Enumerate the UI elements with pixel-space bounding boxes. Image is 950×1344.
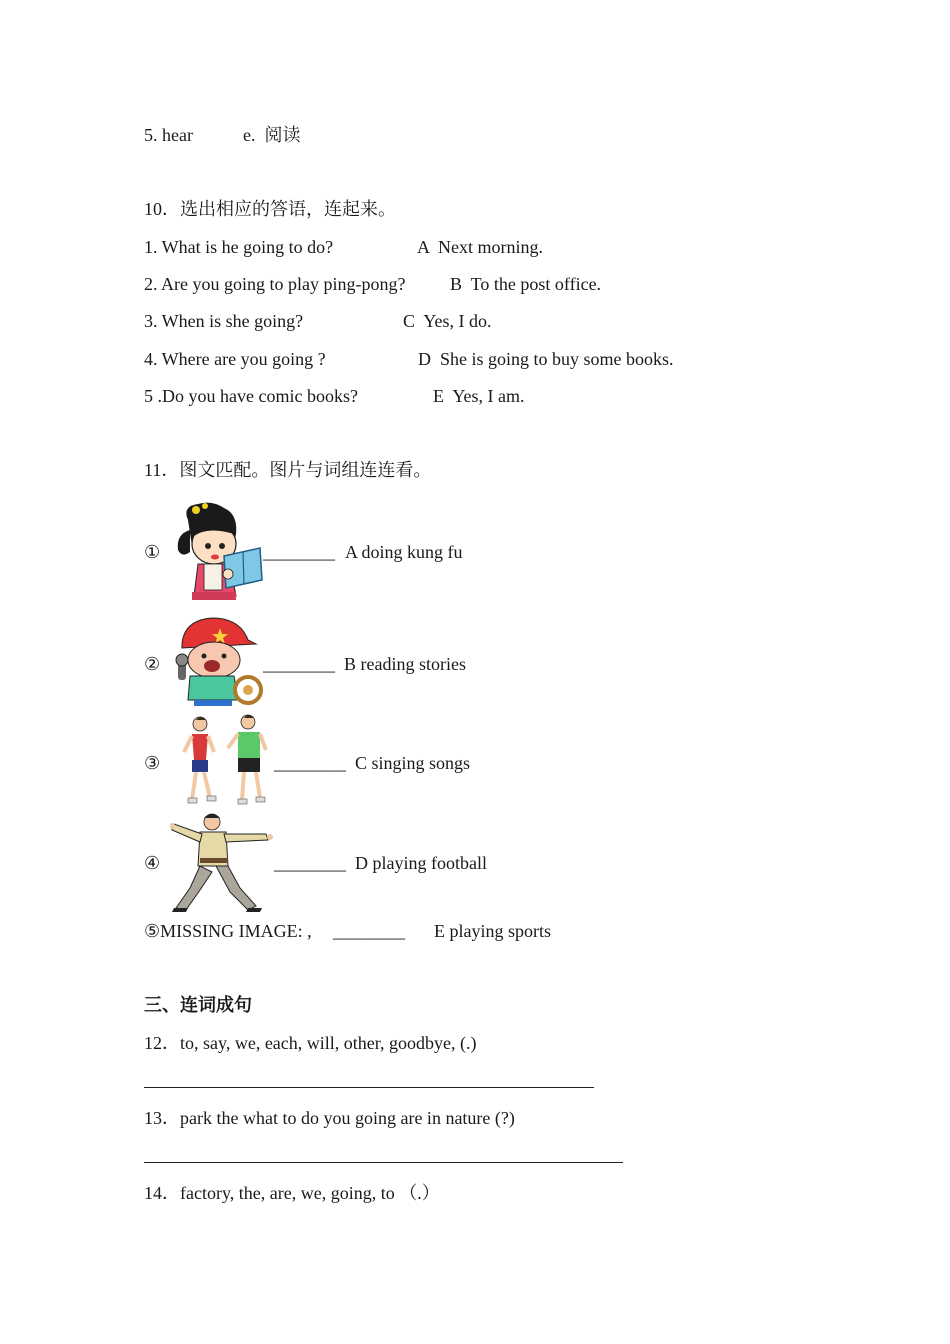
boy-singing-picture [168,614,266,708]
q12-answer-line[interactable] [144,1087,594,1088]
q11-option-d: D playing football [355,853,487,873]
runners-picture [176,712,270,810]
q10-question-3: 3. When is she going? [144,311,304,331]
q11-blank-2[interactable]: ________ [263,654,335,674]
q10-answer-e: E Yes, I am. [433,386,525,406]
match-item-5-word: 5. hear [144,125,193,145]
q11-option-b: B reading stories [344,654,466,674]
kung-fu-man-picture [170,810,274,912]
q11-option-c: C singing songs [355,753,471,773]
question-11-title: 11．图文匹配。图片与词组连连看。 [144,460,432,480]
q10-answer-c: C Yes, I do. [403,311,492,331]
q11-blank-4[interactable]: ________ [274,853,346,873]
q11-marker-4: ④ [144,853,161,873]
q10-answer-d: D She is going to buy some books. [418,349,674,369]
section-3-heading: 三、连词成句 [144,995,252,1015]
q11-option-a: A doing kung fu [345,542,463,562]
q10-answer-a: A Next morning. [417,237,543,257]
q13-answer-line[interactable] [144,1162,623,1163]
match-item-5-meaning: e. 阅读 [243,125,301,145]
q11-marker-3: ③ [144,753,161,773]
q11-marker-2: ② [144,654,161,674]
q10-question-1: 1. What is he going to do? [144,237,334,257]
q10-question-2: 2. Are you going to play ping-pong? [144,274,406,294]
question-14: 14．factory, the, are, we, going, to （.） [144,1183,440,1203]
q11-blank-3[interactable]: ________ [274,753,346,773]
girl-reading-picture [168,500,266,602]
q10-question-4: 4. Where are you going ? [144,349,326,369]
q10-answer-b: B To the post office. [450,274,602,294]
q10-question-5: 5 .Do you have comic books? [144,386,358,406]
q11-blank-5[interactable]: ________ [333,921,405,941]
q11-marker-5-missing-image: ⑤MISSING IMAGE: , [144,921,312,941]
question-13: 13．park the what to do you going are in nature (?) [144,1108,515,1128]
q11-marker-1: ① [144,542,161,562]
q11-blank-1[interactable]: ________ [263,542,335,562]
question-12: 12．to, say, we, each, will, other, goodbye, (.) [144,1033,477,1053]
q11-option-e: E playing sports [434,921,551,941]
question-10-title: 10．选出相应的答语，连起来。 [144,199,396,219]
